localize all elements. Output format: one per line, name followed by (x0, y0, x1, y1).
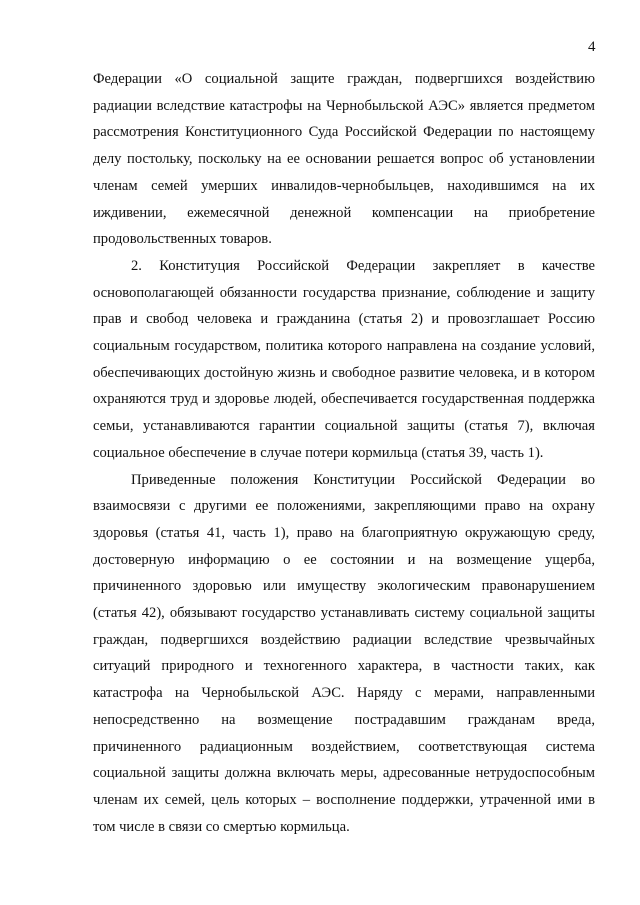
page-number: 4 (588, 39, 596, 55)
paragraph-continuation: Федерации «О социальной защите граждан, подвергшихся воздействию радиации вследствие катастрофы на Чернобыльской АЭС» является предметом рассмотрения Конституционного Суда Российской Федерации по настоящему делу постольку, поскольку на ее основании решается вопрос об установлении членам семей умерших инвалидов-чернобыльцев, находившимся на их иждивении, ежемесячной денежной компенсации на приобретение продовольственных товаров. (93, 71, 595, 248)
paragraph-point-2: 2. Конституция Российской Федерации закрепляет в качестве основополагающей обязанности государства признание, соблюдение и защиту прав и свобод человека и гражданина (статья 2) и провозглашает Россию социальным государством, политика которого направлена на создание условий, обеспечивающих достойную жизнь и свободное развитие человека, и в котором охраняются труд и здоровье людей, обеспечивается государственная поддержка семьи, устанавливаются гарантии социальной защиты (статья 7), включая социальное обеспечение в случае потери кормильца (статья 39, часть 1). (93, 257, 595, 461)
paragraph-constitution-provisions: Приведенные положения Конституции Российской Федерации во взаимосвязи с другими ее положениями, закрепляющими право на охрану здоровья (статья 41, часть 1), право на благоприятную окружающую среду, достоверную информацию о ее состоянии и на возмещение ущерба, причиненного здоровью или имуществу экологическим правонарушением (статья 42), обязывают государство устанавливать систему социальной защиты граждан, подвергшихся воздействию радиации вследствие чрезвычайных ситуаций природного и техногенного характера, в частности таких, как катастрофа на Чернобыльской АЭС. Наряду с мерами, направленными непосредственно на возмещение пострадавшим гражданам вреда, причиненного радиационным воздействием, соответствующая система социальной защиты должна включать меры, адресованные нетрудоспособным членам их семей, цель которых – восполнение поддержки, утраченной ими в том числе в связи со смертью кормильца. (93, 471, 595, 835)
document-body (93, 66, 595, 840)
